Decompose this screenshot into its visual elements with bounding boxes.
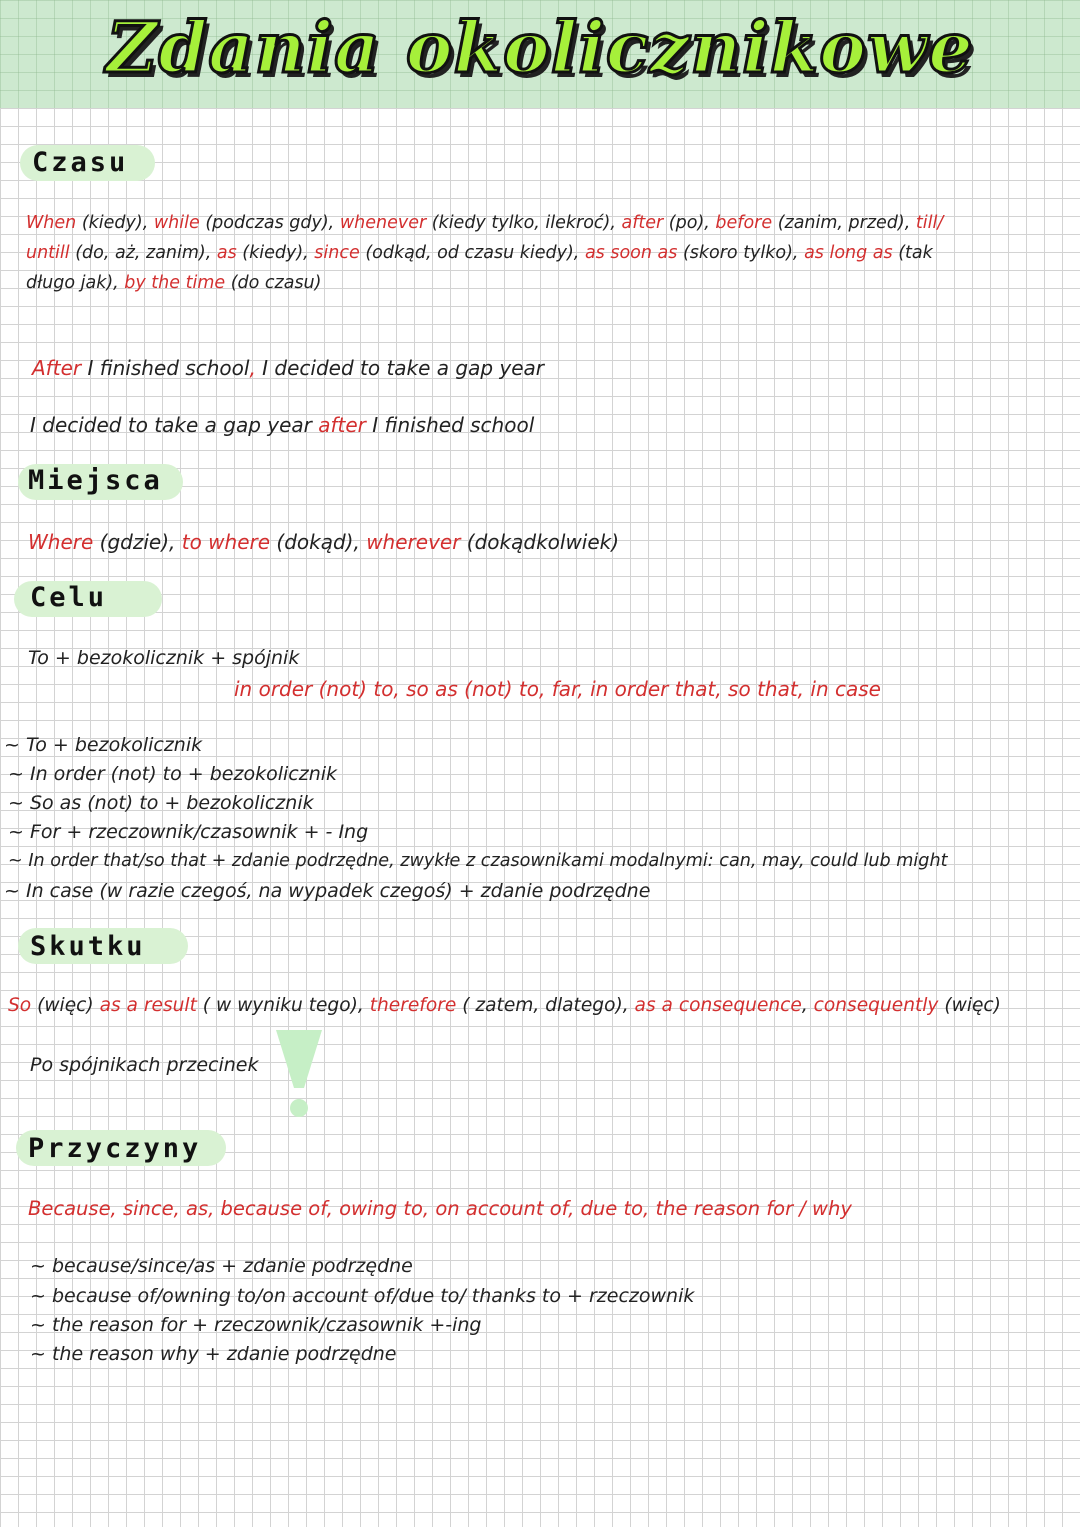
text-span: , [801, 995, 814, 1016]
section-heading-czasu: Czasu [32, 147, 129, 178]
section-heading-skutku: Skutku [30, 931, 146, 962]
celu-formula: To + bezokolicznik + spójnik [28, 647, 300, 669]
keyword-span: Where [28, 530, 94, 554]
celu-bullet: ~ For + rzeczownik/czasownik + - Ing [8, 821, 369, 843]
text-span: (tak [892, 243, 933, 263]
keyword-span: after [318, 413, 366, 437]
skutku-note: Po spójnikach przecinek [30, 1054, 259, 1076]
celu-bullet: ~ In order (not) to + bezokolicznik [8, 763, 338, 785]
keyword-span: as [216, 243, 237, 263]
celu-bullet: ~ To + bezokolicznik [4, 734, 203, 756]
text-span: (zanim, przed), [772, 213, 916, 233]
przyczyny-conjunctions: Because, since, as, because of, owing to, on account of, due to, the reason for / why [28, 1197, 852, 1220]
text-span: (do czasu) [225, 273, 322, 293]
czasu-example-2 [30, 413, 534, 437]
keyword-span: After [32, 356, 82, 380]
text-span: (podczas gdy), [199, 213, 340, 233]
text-span: I finished school [365, 413, 535, 437]
keyword-span: while [153, 213, 200, 233]
keyword-span: whenever [339, 213, 427, 233]
page-title: Zdania okolicznikowe [106, 6, 974, 89]
section-heading-miejsca: Miejsca [28, 465, 163, 496]
miejsca-conjunctions [28, 530, 619, 554]
czasu-conjunctions-line-3 [26, 273, 321, 293]
przyczyny-bullet: ~ because of/owning to/on account of/due to/ thanks to + rzeczownik [30, 1285, 695, 1307]
text-span: (więc) [31, 995, 100, 1016]
keyword-span: So [8, 995, 32, 1016]
keyword-span: wherever [366, 530, 461, 554]
keyword-span: by the time [124, 273, 226, 293]
keyword-span: after [621, 213, 664, 233]
text-span: (kiedy tylko, ilekroć), [426, 213, 622, 233]
text-span: (po), [663, 213, 716, 233]
keyword-span: as a consequence [634, 995, 802, 1016]
keyword-span: till/ [915, 213, 944, 233]
keyword-span: consequently [813, 995, 939, 1016]
celu-conjunctions: in order (not) to, so as (not) to, far, in order that, so that, in case [234, 677, 881, 701]
celu-bullet: ~ In case (w razie czegoś, na wypadek czegoś) + zdanie podrzędne [4, 880, 651, 902]
czasu-conjunctions-line-2 [26, 243, 933, 263]
text-span: (dokąd), [270, 530, 367, 554]
text-span: (kiedy), [76, 213, 154, 233]
text-span: I finished school [81, 356, 250, 380]
text-span: (kiedy), [236, 243, 315, 263]
keyword-span: as long as [804, 243, 893, 263]
keyword-span: untill [26, 243, 70, 263]
keyword-span: therefore [369, 995, 457, 1016]
exclamation-icon [268, 1020, 330, 1120]
text-span: (skoro tylko), [677, 243, 805, 263]
keyword-span: as soon as [584, 243, 678, 263]
text-span: I decided to take a gap year [30, 413, 319, 437]
przyczyny-bullet: ~ the reason for + rzeczownik/czasownik +-ing [30, 1314, 482, 1336]
czasu-conjunctions-line-1 [26, 213, 943, 233]
celu-bullet: ~ So as (not) to + bezokolicznik [8, 792, 314, 814]
text-span: ( zatem, dlatego), [456, 995, 635, 1016]
celu-bullet: ~ In order that/so that + zdanie podrzędne, zwykłe z czasownikami modalnymi: can, may, could lub might [8, 851, 948, 871]
keyword-span: since [314, 243, 360, 263]
text-span: I decided to take a gap year [255, 356, 545, 380]
keyword-span: as a result [99, 995, 197, 1016]
section-heading-celu: Celu [30, 582, 108, 613]
text-span: długo jak), [26, 273, 125, 293]
keyword-span: before [715, 213, 773, 233]
keyword-span: to where [181, 530, 271, 554]
text-span: (więc) [938, 995, 1001, 1016]
text-span: (do, aż, zanim), [69, 243, 217, 263]
keyword-span: When [26, 213, 77, 233]
keyword-span: , [249, 356, 256, 380]
text-span: (odkąd, od czasu kiedy), [359, 243, 585, 263]
przyczyny-bullet: ~ because/since/as + zdanie podrzędne [30, 1255, 413, 1277]
section-heading-przyczyny: Przyczyny [28, 1133, 202, 1164]
text-span: (gdzie), [93, 530, 182, 554]
czasu-example-1 [32, 356, 544, 380]
text-span: (dokądkolwiek) [460, 530, 620, 554]
przyczyny-bullet: ~ the reason why + zdanie podrzędne [30, 1343, 397, 1365]
text-span: ( w wyniku tego), [196, 995, 370, 1016]
skutku-conjunctions [8, 995, 1001, 1016]
